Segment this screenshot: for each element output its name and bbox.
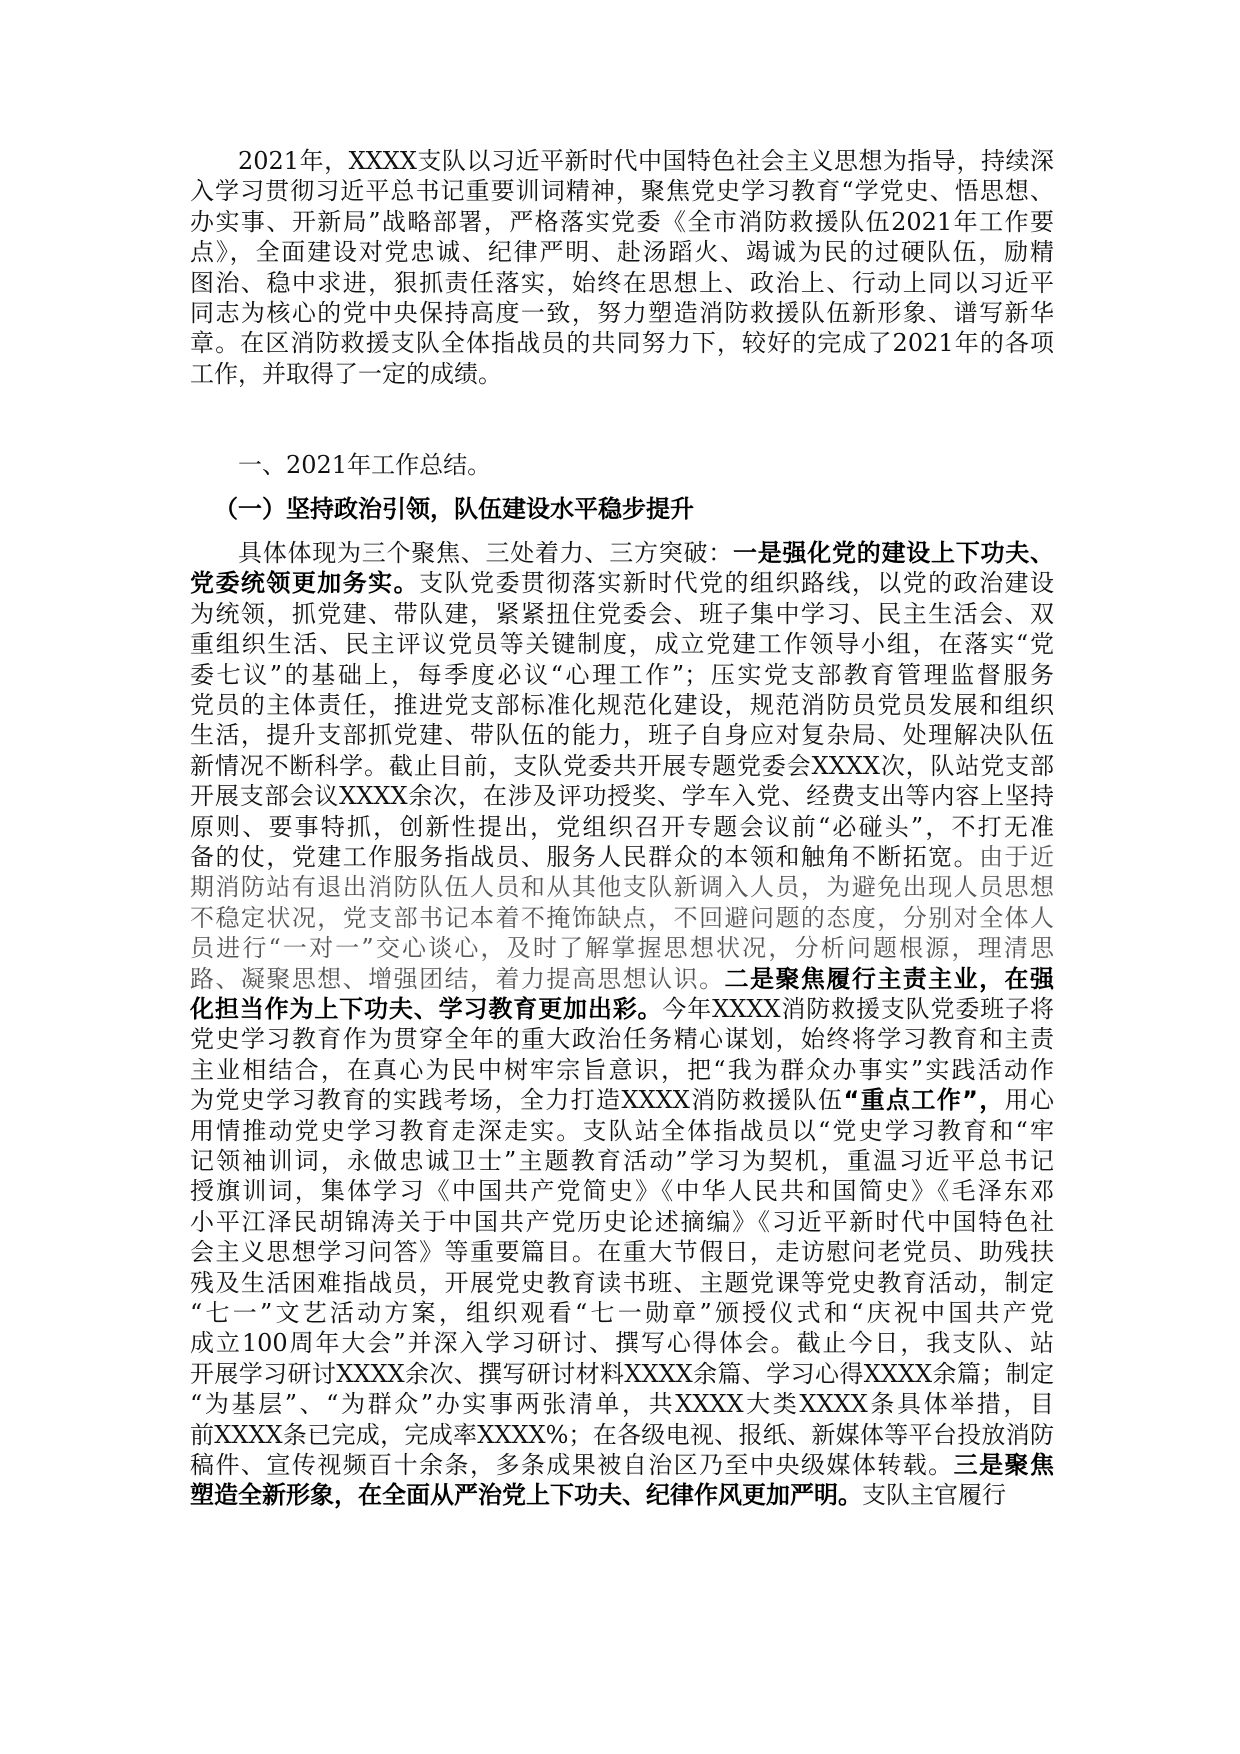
body-text: 稿件、宣传视频百十余条，多条成果被自治区乃至中央级媒体转载。 [190,1451,954,1479]
body-text: 为统领，抓党建、带队建，紧紧扭住党委会、班子集中学习、民主生活会、双 [190,599,1054,628]
body-text: 支队党委贯彻落实新时代党的组织路线，以党的政治建设 [419,569,1055,598]
text-line [190,1116,1054,1146]
text-line [190,1420,1054,1450]
bold-text: 三是聚焦 [953,1451,1055,1479]
text-line [190,237,1054,267]
text-line [190,751,1054,781]
body-text: “七一”文艺活动方案，组织观看“七一勋章”颁授仪式和“庆祝中国共产党 [190,1299,1054,1327]
body-text: 成立100周年大会”并深入学习研讨、撰写心得体会。截止今日，我支队、站 [190,1329,1054,1358]
gray-text: 期消防站有退出消防队伍人员和从其他支队新调入人员，为避免出现人员思想 [190,873,1054,902]
body-text: 生活，提升支部抓党建、带队伍的能力，班子自身应对复杂局、处理解决队伍 [190,721,1054,750]
text-line [238,450,1054,480]
body-text: 点》，全面建设对党忠诚、纪律严明、赴汤蹈火、竭诚为民的过硬队伍，励精 [190,238,1054,267]
body-text: 记领袖训词，永做忠诚卫士”主题教育活动”学习为契机，重温习近平总书记 [190,1147,1054,1175]
body-text: 前XXXX条已完成，完成率XXXX%；在各级电视、报纸、新媒体等平台投放消防 [190,1420,1054,1449]
text-line [190,1328,1054,1358]
text-line [190,1450,1054,1480]
body-text: 主业相结合，在真心为民中树牢宗旨意识，把“我为群众办事实”实践活动作 [190,1055,1054,1084]
body-text: 备的仗，党建工作服务指战员、服务人民群众的本领和触角不断拓宽。 [190,843,980,871]
body-text: 2021年，XXXX支队以习近平新时代中国特色社会主义思想为指导，持续深 [238,147,1054,175]
text-line [214,494,1054,524]
gray-text: 由于近 [979,843,1055,871]
body-text: 会主义思想学习问答》等重要篇目。在重大节假日，走访慰问老党员、助残扶 [190,1238,1054,1267]
text-line [190,1024,1054,1054]
text-line [190,568,1054,598]
text-line [190,1176,1054,1206]
text-line [190,872,1054,902]
body-text: 委七议”的基础上，每季度必议“心理工作”；压实党支部教育管理监督服务 [190,660,1054,689]
body-text: 一、2021年工作总结。 [238,451,492,479]
body-text: 原则、要事特抓，创新性提出，党组织召开专题会议前“必碰头”，不打无准 [190,812,1054,841]
text-line [190,298,1054,328]
body-text: 党员的主体责任，推进党支部标准化规范化建设，规范消防员党员发展和组织 [190,691,1054,719]
bold-text: 塑造全新形象，在全面从严治党上下功夫、纪律作风更加严明。 [190,1481,862,1510]
text-line [190,1480,1054,1510]
body-text: 残及生活困难指战员，开展党史教育读书班、主题党课等党史教育活动，制定 [190,1268,1054,1297]
text-line [190,629,1054,659]
bold-text: 化担当作为上下功夫、学习教育更加出彩。 [190,995,663,1023]
text-line [190,690,1054,720]
text-line [190,1146,1054,1176]
bold-text: 二是聚焦履行主责主业，在强 [724,964,1055,993]
body-text: 授旗训词，集体学习《中国共产党简史》《中华人民共和国简史》《毛泽东邓 [190,1177,1054,1206]
body-text: 办实事、开新局”战略部署，严格落实党委《全市消防救援队伍2021年工作要 [190,207,1054,236]
body-text: 小平江泽民胡锦涛关于中国共产党历史论述摘编》《习近平新时代中国特色社 [190,1207,1054,1236]
text-line [190,933,1054,963]
text-line [190,1359,1054,1389]
text-line [190,994,1054,1024]
text-line [190,1055,1054,1085]
text-line [190,176,1054,206]
bold-text: 一是强化党的建设上下功夫、 [733,539,1054,567]
body-text: 图治、稳中求进，狠抓责任落实，始终在思想上、政治上、行动上同以习近平 [190,268,1054,297]
body-text: 同志为核心的党中央保持高度一致，努力塑造消防救援队伍新形象、谱写新华 [190,299,1054,327]
body-text: 章。在区消防救援支队全体指战员的共同努力下，较好的完成了2021年的各项 [190,329,1054,358]
text-line [190,1298,1054,1328]
body-text: 重组织生活、民主评议党员等关键制度，成立党建工作领导小组，在落实“党 [190,630,1054,659]
body-text: 新情况不断科学。截止目前，支队党委共开展专题党委会XXXX次，队站党支部 [190,751,1054,780]
text-line [190,268,1054,298]
body-text: 入学习贯彻习近平总书记重要训词精神，聚焦党史学习教育“学党史、悟思想、 [190,177,1054,206]
text-line [190,781,1054,811]
body-text: 开展支部会议XXXX余次，在涉及评功授奖、学车入党、经费支出等内容上坚持 [190,782,1054,811]
text-line [190,812,1054,842]
body-text: 党史学习教育作为贯穿全年的重大政治任务精心谋划，始终将学习教育和主责 [190,1025,1054,1054]
bold-text: 党委统领更加务实。 [190,569,420,598]
text-line [190,207,1054,237]
text-line [190,660,1054,690]
text-line [190,964,1054,994]
text-line [238,146,1054,176]
body-text: 为党史学习教育的实践考场，全力打造XXXX消防救援队伍 [190,1086,844,1115]
text-line [190,1268,1054,1298]
body-text: 工作，并取得了一定的成绩。 [190,359,502,388]
body-text: 开展学习研讨XXXX余次、撰写研讨材料XXXX余篇、学习心得XXXX余篇；制定 [190,1359,1054,1388]
body-text: 用情推动党史学习教育走深走实。支队站全体指战员以“党史学习教育和“牢 [190,1116,1054,1145]
body-text: 今年XXXX消防救援支队党委班子将 [662,995,1054,1023]
text-line [190,599,1054,629]
gray-text: 不稳定状况，党支部书记本着不掩饰缺点，不回避问题的态度，分别对全体人 [190,903,1054,932]
body-text: 支队主官履行 [862,1481,1006,1510]
text-line [190,903,1054,933]
text-line [238,538,1054,568]
text-line [190,720,1054,750]
text-line [190,328,1054,358]
text-line [190,1085,1054,1115]
text-line [190,359,1054,389]
text-line [190,842,1054,872]
bold-text: “重点工作”， [843,1086,1005,1115]
text-line [190,1207,1054,1237]
text-line [190,1389,1054,1419]
gray-text: 路、凝聚思想、增强团结，着力提高思想认识。 [190,964,725,993]
bold-text: （一）坚持政治引领，队伍建设水平稳步提升 [214,495,694,523]
body-text: 用心 [1004,1086,1055,1115]
body-text: “为基层”、“为群众”办实事两张清单，共XXXX大类XXXX条具体举措，目 [190,1390,1054,1419]
body-text: 具体体现为三个聚焦、三处着力、三方突破： [238,539,733,567]
gray-text: 员进行“一对一”交心谈心，及时了解掌握思想状况，分析问题根源，理清思 [190,934,1054,963]
text-line [190,1237,1054,1267]
